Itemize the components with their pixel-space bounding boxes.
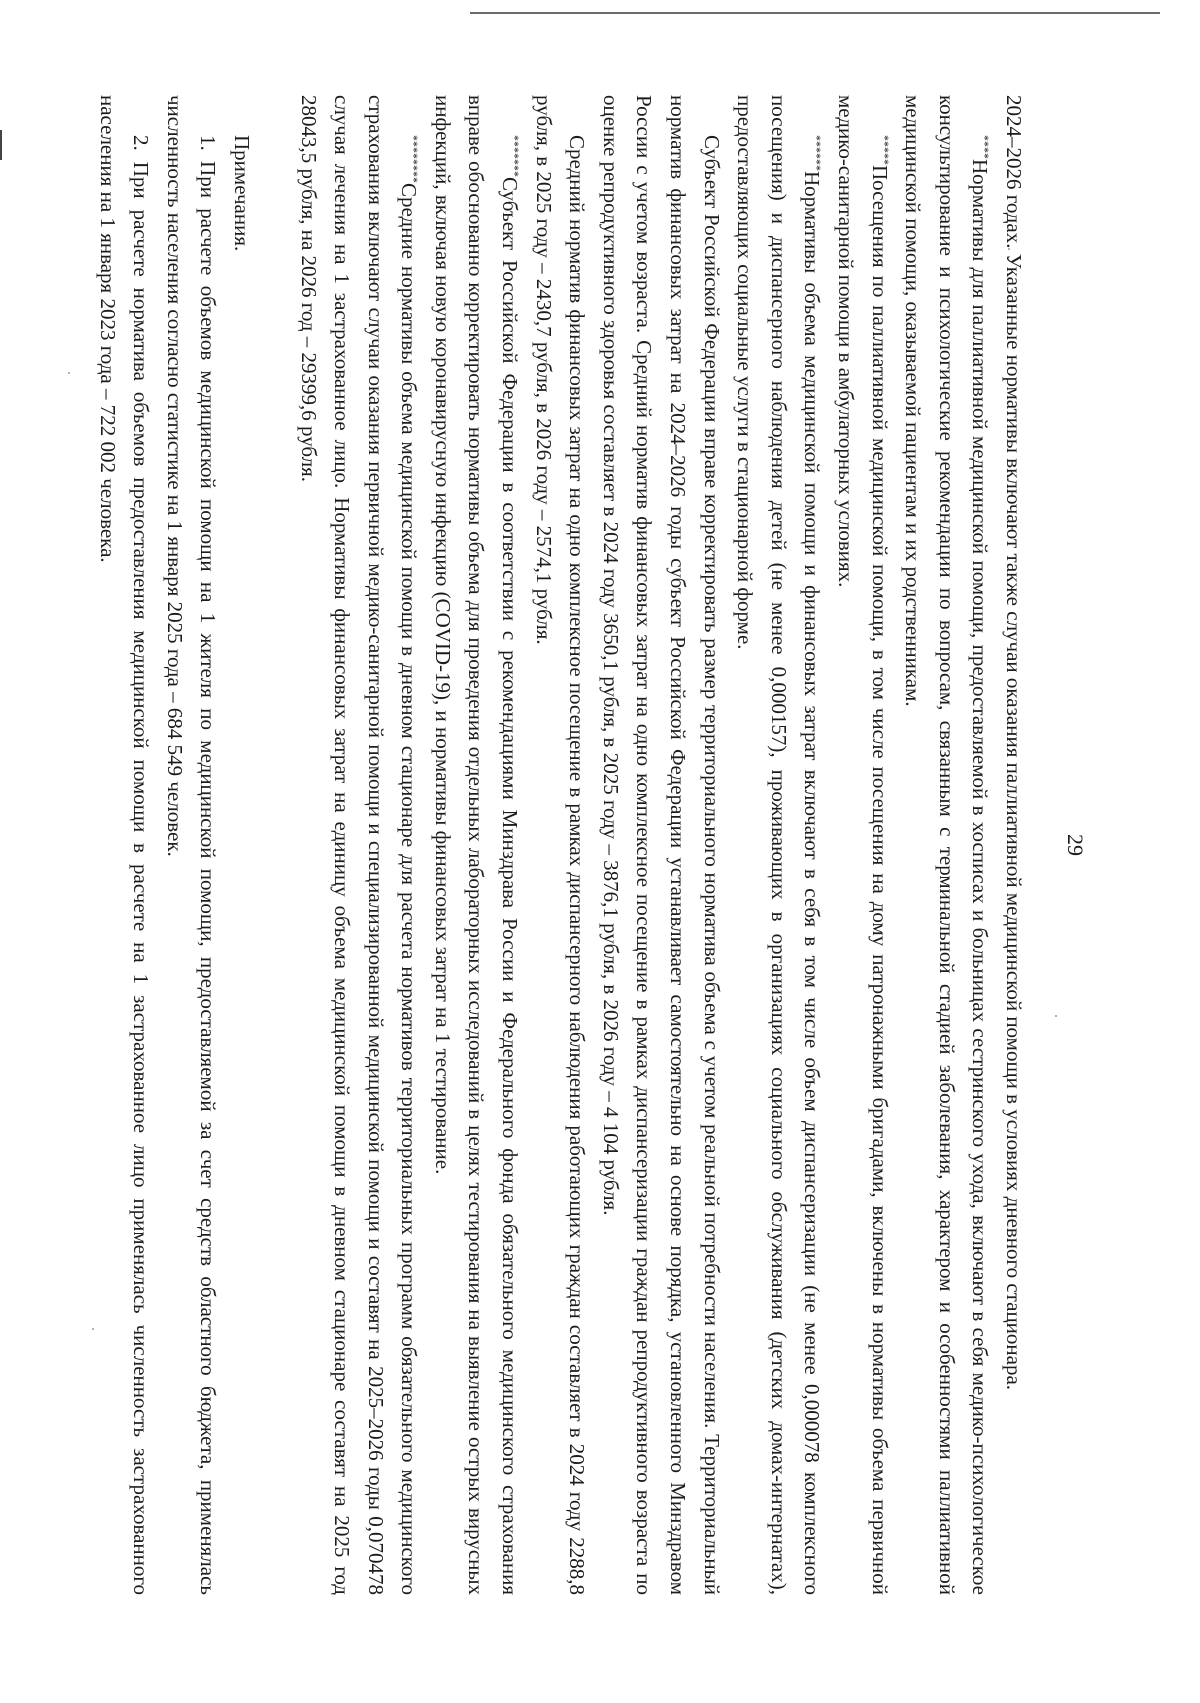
footnote-marker: ******	[810, 135, 825, 171]
footnote-marker: ********	[407, 135, 422, 183]
notes-title: Примечания.	[229, 135, 254, 252]
scan-margin-mark	[0, 130, 2, 160]
footnote-marker: *******	[508, 135, 523, 177]
note-item: 1. При расчете объемов медицинской помощи на 1 жителя по медицинской помощи, предоставляемой за счет средств областного бюджета, применялась численность населения согласно статистике на 1 января 2025 года – 684 549 человек.	[162, 95, 221, 1595]
footnote-paragraph	[291, 95, 425, 1595]
paragraph-text: Субъект Российской Федерации в соответствии с рекомендациями Минздрава России и Федерального фонда обязательного медицинского страхования вправе обоснованно корректировать нормативы объема для проведения отдельных лабораторных исследований в целях тестирования на выявление острых вирусных инфекций, включая новую коронавирусную инфекцию (COVID-19), и нормативы финансовых затрат на 1 тестирование.	[430, 95, 523, 1595]
rotated-page	[90, 55, 1130, 1635]
paragraph-text: Посещения по паллиативной медицинской помощи, в том числе посещения на дому патронажными бригадами, включены в нормативы объема первичной медико-санитарной помощи в амбулаторных условиях.	[834, 95, 892, 1595]
paragraph-text: 2024–2026 годах. Указанные нормативы включают также случаи оказания паллиативной медицинской помощи в условиях дневного стационара.	[1002, 95, 1026, 1391]
paragraph	[996, 95, 1030, 1595]
paragraph-text: Нормативы объема медицинской помощи и финансовых затрат включают в себя в том числе объем диспансеризации (не менее 0,000078 комплексного посещения) и диспансерного наблюдения детей (не менее 0,000157), проживающих в организациях социального обслуживания (детских домах-интернатах), предоставляющих социальные услуги в стационарной форме.	[733, 95, 825, 1595]
footnote-paragraph	[828, 95, 895, 1595]
footnote-marker: ****	[978, 135, 993, 159]
paragraph-text: Нормативы для паллиативной медицинской помощи, предоставляемой в хосписах и больницах сестринского ухода, включают в себя медико-психологическое консультирование и психологические рекомендации по вопросам, связанным с терминальной стадией заболевания, характером и особенностями паллиативной медицинской помощи, оказываемой пациентам и их родственникам.	[901, 95, 993, 1595]
scan-speck	[68, 372, 70, 374]
footnote-marker: *****	[877, 135, 892, 165]
scan-edge-line	[470, 12, 1160, 14]
paragraph-text: Средние нормативы объема медицинской помощи в дневном стационаре для расчета нормативов территориальных программ обязательного медицинского страхования включают случаи оказания первичной медико-санитарной помощи и специализированной медицинской помощи и составят на 2025–2026 годы 0,070478 случая лечения на 1 застрахованное лицо. Нормативы финансовых затрат на единицу объема медицинской помощи в дневном стационаре составят на 2025 год 28043,5 рубля, на 2026 год – 29399,6 рубля.	[296, 95, 422, 1595]
footnote-paragraph	[896, 95, 997, 1595]
footnote-paragraph	[728, 95, 829, 1595]
page-number: 29	[1063, 834, 1088, 856]
document-body	[90, 95, 1030, 1595]
paragraph-text: Субъект Российской Федерации вправе корректировать размер территориального норматива объема с учетом реальной потребности населения. Территориальный норматив финансовых затрат на 2024–2026 годы субъект Российской Федерации устанавливает самостоятельно на основе порядка, установленного Минздравом России с учетом возраста. Средний норматив финансовых затрат на одно комплексное посещение в рамках диспансеризации граждан репродуктивного возраста по оценке репродуктивного здоровья составляет в 2024 году 3650,1 рубля, в 2025 году – 3876,1 рубля, в 2026 году – 4 104 рубля.	[598, 95, 724, 1595]
footnote-paragraph	[425, 95, 526, 1595]
paragraph-text: Средний норматив финансовых затрат на одно комплексное посещение в рамках диспансерного наблюдения работающих граждан составляет в 2024 году 2288,8 рубля, в 2025 году – 2430,7 рубля, в 2026 году – 2574,1 рубля.	[531, 95, 590, 1595]
paragraph	[593, 95, 727, 1595]
paragraph	[526, 95, 593, 1595]
note-item: 2. При расчете норматива объемов предоставления медицинской помощи в расчете на 1 застрахованное лицо применялась численность застрахованного населения на 1 января 2023 года – 722 002 человека.	[95, 95, 154, 1595]
